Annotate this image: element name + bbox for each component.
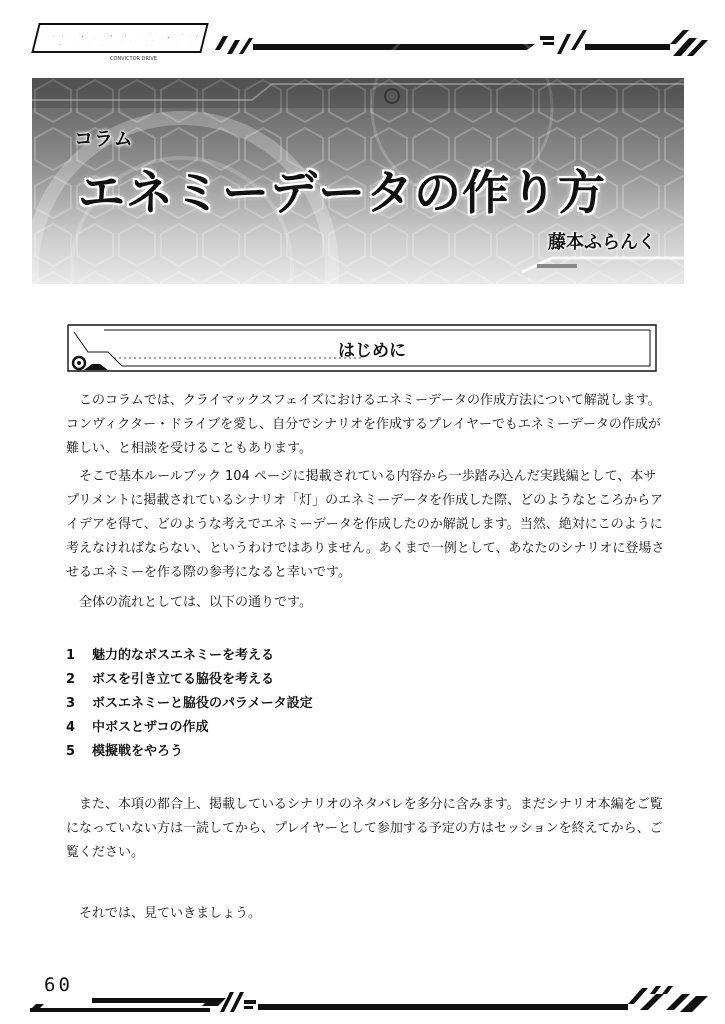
list-item-number: 2 (66, 672, 76, 687)
list-item-text: 魅力的なボスエネミーを考える (92, 648, 275, 663)
list-item (66, 668, 313, 692)
list-item-number: 4 (66, 720, 76, 735)
list-item (66, 692, 313, 716)
paragraph-closing: それでは、見ていきましょう。 (79, 906, 262, 921)
list-item-number: 1 (66, 648, 76, 663)
page-number: 60 (44, 974, 73, 996)
list-item-text: 模擬戦をやろう (92, 744, 184, 759)
title-banner (32, 78, 684, 284)
logo-text: コンヴィクタードライブ (38, 30, 240, 51)
page-title: エネミーデータの作り方 (78, 166, 606, 221)
logo (28, 22, 240, 62)
list-item-number: 5 (66, 744, 76, 759)
section-title: はじめに (338, 341, 406, 361)
paragraph-intro: このコラムでは、クライマックスフェイズにおけるエネミーデータの作成方法について解説します。コンヴィクター・ドライブを愛し、自分でシナリオを作成するプレイヤーでもエネミーデータの作成が難しい、と相談を受けることもあります。 (66, 393, 661, 456)
list-item-text: ボスエネミーと脇役のパラメータ設定 (92, 696, 313, 711)
list-item (66, 644, 313, 668)
paragraph-flow-intro: 全体の流れとしては、以下の通りです。 (79, 595, 312, 610)
steps-list (66, 644, 313, 764)
list-item-text: 中ボスとザコの作成 (92, 720, 209, 735)
column-label: コラム (74, 128, 134, 150)
footer-rule (30, 984, 710, 1014)
author-name: 藤本ふらんく (548, 232, 656, 253)
list-item (66, 740, 313, 764)
list-item (66, 716, 313, 740)
list-item-text: ボスを引き立てる脇役を考える (92, 672, 275, 687)
paragraph-spoiler-note: また、本項の都合上、掲載しているシナリオのネタバレを多分に含みます。まだシナリオ本編をご覧になっていない方は一読してから、プレイヤーとして参加する予定の方はセッションを終えてから、ご覧ください。 (66, 797, 663, 860)
list-item-number: 3 (66, 696, 76, 711)
section-heading-box (64, 322, 660, 374)
paragraph-explanation: そこで基本ルールブック 104 ページに掲載されている内容から一歩踏み込んだ実践編として、本サプリメントに掲載されているシナリオ「灯」のエネミーデータを作成した際、どのようなところからアイデアを得て、どのような考えでエネミーデータを作成したのか解説します。当然、絶対にこのように考えなければならない、というわけではありません。あくまで一例として、あなたのシナリオに登場させるエネミーを作る際の参考になると幸いです。 (66, 469, 665, 580)
header-rule (205, 26, 710, 66)
logo-subtext: CONVICTOR DRIVE (110, 56, 157, 62)
